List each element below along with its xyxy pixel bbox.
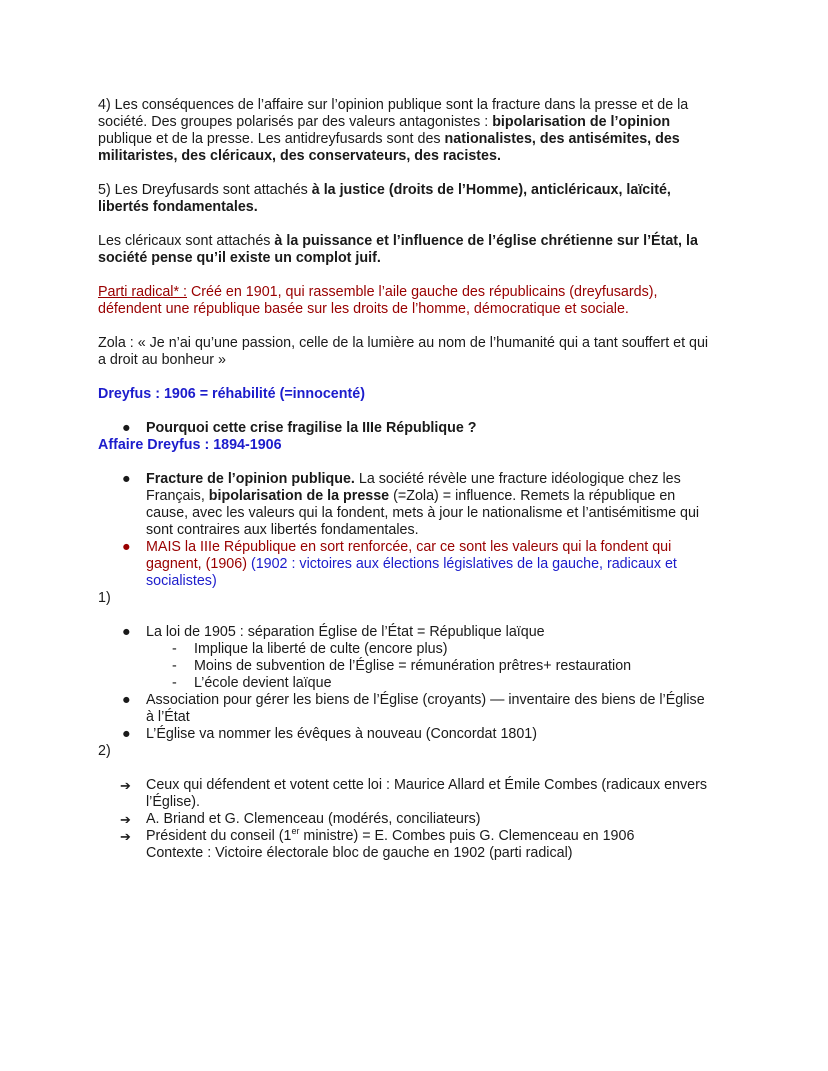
paragraph-4 [98, 97, 710, 165]
dash-marker: - [172, 675, 177, 691]
concordat-text: L’Église va nommer les évêques à nouveau (Concordat 1801) [146, 726, 538, 742]
p4-text-1: 4) Les conséquences de l’affaire sur l’opinion publique sont la fracture dans la presse et de la société. Des groupes polarisés par des valeurs antagonistes : [98, 97, 689, 130]
parti-radical-text: Créé en 1901, qui rassemble l’aile gauche des républicains (dreyfusards), défendent une république basée sur les droits de l’homme, démocratique et sociale. [98, 284, 658, 317]
p5-text-1: 5) Les Dreyfusards sont attachés [98, 182, 312, 198]
arrow-icon: ➔ [120, 812, 131, 827]
p6-bold-1: à la puissance et l’influence de l’église chrétienne sur l’État, la société pense qu’il existe un complot juif. [98, 233, 698, 266]
question-text: Pourquoi cette crise fragilise la IIIe République ? [146, 420, 477, 436]
fracture-bold: Fracture de l’opinion publique. [146, 471, 355, 487]
parti-radical-label: Parti radical* : [98, 284, 187, 300]
heading-affaire-dreyfus: Affaire Dreyfus : 1894-1906 [98, 437, 282, 453]
list-item [98, 692, 710, 726]
fracture-text-1: La société révèle une fracture idéologique chez les Français, [146, 471, 681, 504]
list-item [98, 675, 710, 692]
p4-bold-1: bipolarisation de l’opinion [492, 114, 671, 130]
paragraph-clericaux [98, 233, 710, 267]
section-2-label: 2) [98, 743, 111, 759]
list-item [98, 471, 710, 539]
association-text: Association pour gérer les biens de l’Église (croyants) — inventaire des biens de l’Église à l’État [146, 692, 705, 725]
list-item [98, 777, 710, 811]
bullet-marker: ● [122, 624, 131, 640]
paragraph-5 [98, 182, 710, 216]
list-item [98, 420, 710, 437]
heading-dreyfus-1906: Dreyfus : 1906 = réhabilité (=innocenté) [98, 386, 365, 402]
loi-1905-text: La loi de 1905 : séparation Église de l’État = République laïque [146, 624, 545, 640]
sub-item-text: Implique la liberté de culte (encore plus) [194, 641, 448, 657]
contexte-text: Contexte : Victoire électorale bloc de gauche en 1902 (parti radical) [146, 845, 573, 861]
bullet-marker: ● [122, 420, 131, 436]
arrow-item-text: ministre) = E. Combes puis G. Clemenceau en 1906 [299, 828, 635, 844]
p4-text-2: publique et de la presse. Les antidreyfusards sont des [98, 131, 445, 147]
p6-text-1: Les cléricaux sont attachés [98, 233, 275, 249]
list-item [98, 658, 710, 675]
p4-bold-2: nationalistes, des antisémites, des militaristes, des cléricaux, des conservateurs, des racistes. [98, 131, 680, 164]
arrow-item-text: A. Briand et G. Clemenceau (modérés, conciliateurs) [146, 811, 481, 827]
document-page [98, 97, 710, 862]
mais-text-blue: (1902 : victoires aux élections législatives de la gauche, radicaux et socialistes) [146, 556, 677, 589]
dash-sublist [98, 641, 710, 692]
bullet-marker: ● [122, 471, 131, 487]
arrow-item-text: Président du conseil (1 [146, 828, 292, 844]
list-item [98, 624, 710, 641]
arrow-list [98, 777, 710, 845]
list-item [98, 811, 710, 828]
bullet-list-affaire [98, 471, 710, 590]
list-item [98, 641, 710, 658]
dash-marker: - [172, 658, 177, 674]
arrow-item-text: Ceux qui défendent et votent cette loi : Maurice Allard et Émile Combes (radicaux envers l’Église). [146, 777, 708, 810]
bullet-list-eglise [98, 692, 710, 743]
mais-text-red: MAIS la IIIe République en sort renforcée, car ce sont les valeurs qui la fondent qui gagnent, (1906) [146, 539, 672, 572]
bipolarisation-bold: bipolarisation de la presse [208, 488, 390, 504]
list-item [98, 726, 710, 743]
arrow-icon: ➔ [120, 829, 131, 844]
list-item [98, 828, 710, 845]
bullet-marker: ● [122, 726, 131, 742]
bullet-marker: ● [122, 692, 131, 708]
superscript: er [291, 826, 300, 837]
sub-item-text: L’école devient laïque [194, 675, 332, 691]
bullet-marker: ● [122, 539, 131, 555]
arrow-icon: ➔ [120, 778, 131, 793]
dash-marker: - [172, 641, 177, 657]
paragraph-parti-radical [98, 284, 710, 318]
fracture-text-2: (=Zola) = influence. Remets la république en cause, avec les valeurs qui la fondent, mets à jour le nationalisme et l’antisémitisme qui sont contraires aux libertés fondamentales. [146, 488, 700, 538]
question-list [98, 420, 710, 437]
bullet-list-loi-1905 [98, 624, 710, 641]
section-1-label: 1) [98, 590, 111, 606]
list-item [98, 539, 710, 590]
paragraph-zola-quote: Zola : « Je n’ai qu’une passion, celle de la lumière au nom de l’humanité qui a tant souffert et qui a droit au bonheur » [98, 335, 709, 368]
p5-bold-1: à la justice (droits de l’Homme), anticléricaux, laïcité, libertés fondamentales. [98, 182, 671, 215]
sub-item-text: Moins de subvention de l’Église = rémunération prêtres+ restauration [194, 658, 632, 674]
